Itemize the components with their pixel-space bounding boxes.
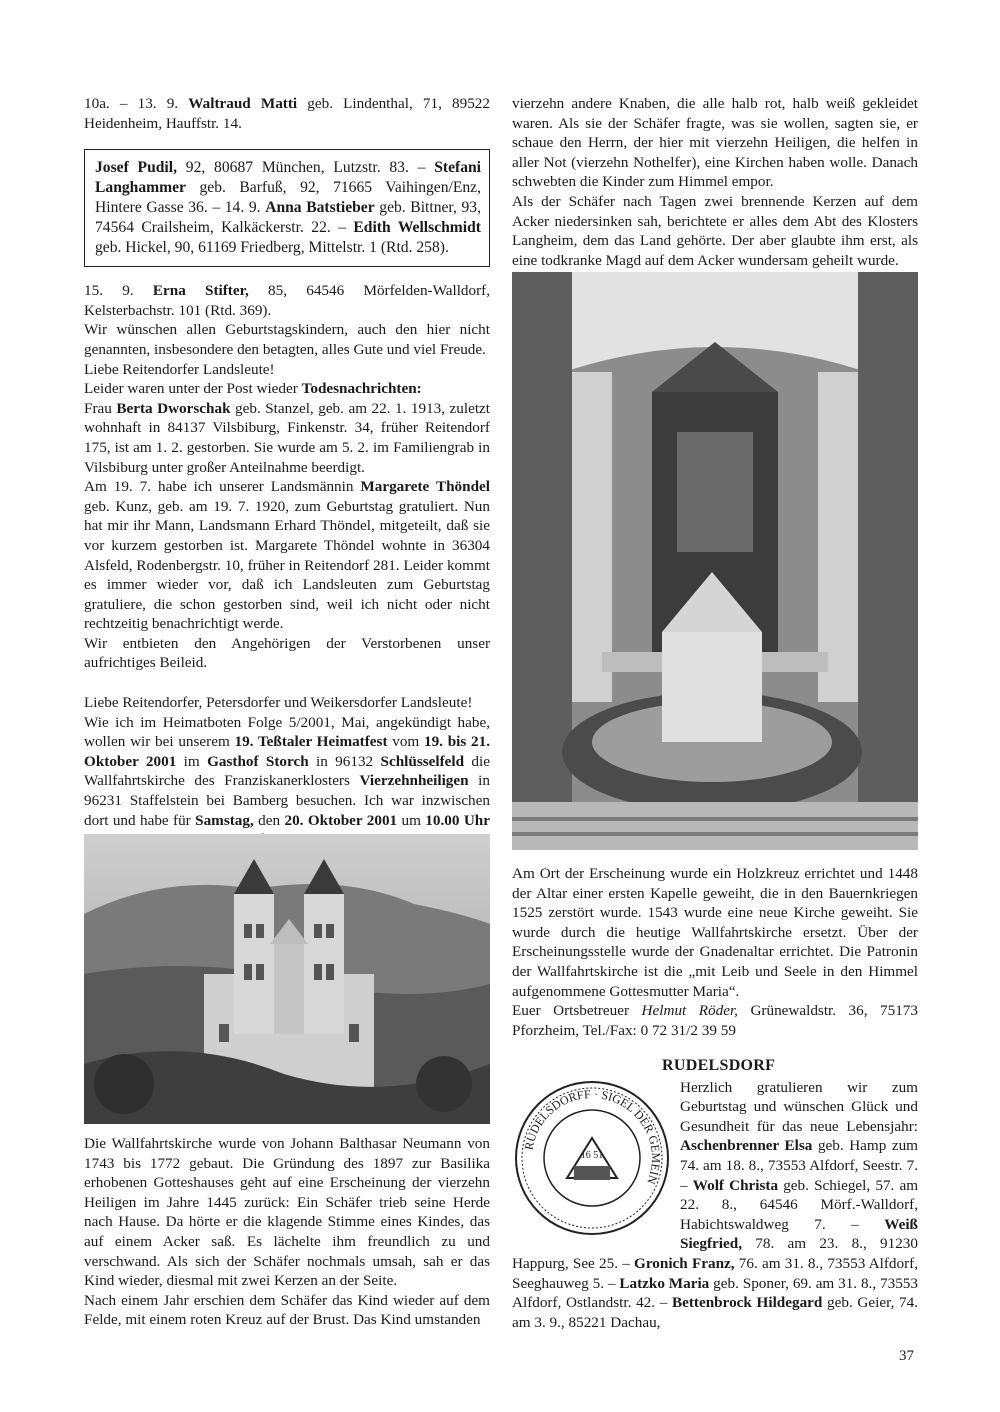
birthday-entry: 15. 9. Erna Stifter, 85, 64546 Mörfelden-Walldorf, Kelsterbachstr. 101 (Rtd. 369). xyxy=(84,282,491,319)
village-seal xyxy=(512,1078,672,1238)
birthday-box-text: Josef Pudil, 92, 80687 München, Lutzstr. 83. – Stefani Langhammer geb. Barfuß, 92, 71665 Vaihingen/Enz, Hintere Gasse 36. – 14. 9. Anna Batstieber geb. Bittner, 93, 74564 Crailsheim, Kalkäckerstr. 22. – Edith Wellschmidt geb. Hickel, 90, 61169 Friedberg, Mittelstr. 1 (Rtd. 258). xyxy=(95,159,482,257)
paragraph: Als der Schäfer nach Tagen zwei brennende Kerzen auf dem Acker niedersinken sah, berichtete er alles dem Abt des Klosters Langheim, dem das Land gehörte. Der aber glaubte ihm erst, als eine todkranke Magd auf dem Acker wundersam geheilt wurde. xyxy=(512,192,918,269)
event-announcement: Wie ich im Heimatboten Folge 5/2001, Mai, angekündigt habe, wollen wir bei unserem 19. Teßtaler Heimatfest vom 19. bis 21. Oktober 2001 im Gasthof Storch in 96132 Schlüsselfeld die Wallfahrtskirche des Franziskanerklosters Vierzehnheiligen in 96231 Staffelstein bei Bamberg besuchen. Ich war inzwischen dort und habe für Samstag, den 20. Oktober 2001 um 10.00 Uhr xyxy=(84,713,490,829)
right-column xyxy=(512,94,918,270)
birthday-entry: 10a. – 13. 9. Waltraud Matti geb. Lindenthal, 71, 89522 Heidenheim, Hauffstr. 14. xyxy=(84,95,490,132)
paragraph: Wir entbieten den Angehörigen der Verstorbenen unser aufrichtiges Beileid. xyxy=(84,634,490,672)
left-column-lower xyxy=(84,1134,490,1330)
page-number: 37 xyxy=(899,1348,914,1364)
rudelsdorf-birthdays: Herzlich gratulieren wir zum Geburtstag und wünschen Glück und Gesundheit für das neue Lebensjahr: Aschenbrenner Elsa geb. Hamp zum 74. am 18. 8., 73553 Alfdorf, Seestr. 7. – Wolf Christa geb. Schiegel, 57. am 22. 8., 64546 Mörf.-Walldorf, Habichtswaldweg 7. – Weiß Siegfried, 78. am 23. 8., 91230 Happurg, See 25. – Gronich Franz, 76. am 31. 8., 73553 Alfdorf, Seeghauweg 5. – Latzko Maria geb. Sponer, 69. am 31. 8., 73553 Alfdorf, Ostlandstr. 42. – Bettenbrock Hildegard geb. Geier, 74. am 3. 9., 85221 Dachau, xyxy=(512,1078,919,1331)
paragraph: Leider waren unter der Post wieder Todesnachrichten: xyxy=(84,380,422,398)
section-title: RUDELSDORF xyxy=(662,1057,776,1074)
seal-year: 16 51 xyxy=(580,1149,604,1161)
signature-line: Euer Ortsbetreuer Helmut Röder, Grünewaldstr. 36, 75173 Pforzheim, Tel./Fax: 0 72 31/2 39 59 xyxy=(512,1002,918,1039)
paragraph: Wir wünschen allen Geburtstagskindern, auch den hier nicht genannten, insbesondere den betagten, alles Gute und viel Freude. xyxy=(84,321,490,358)
church-interior-photo xyxy=(512,272,918,850)
church-exterior-photo xyxy=(84,834,490,1124)
obituary: Am 19. 7. habe ich unserer Landsmännin Margarete Thöndel geb. Kunz, geb. am 19. 7. 1920, zum Geburtstag gratuliert. Nun hat mir ihr Mann, Landsmann Erhard Thöndel, mitgeteilt, daß sie vor kurzem gestorben ist. Margarete Thöndel wohnte in 36304 Alsfeld, Rodenbergstr. 10, früher in Reitendorf 281. Leider kommt es immer wieder vor, daß ich Landsleuten zum Geburtstag gratuliere, die schon gestorben sind, weil ich nicht oder nicht rechtzeitig benachrichtigt werde. xyxy=(84,478,490,633)
paragraph: Nach einem Jahr erschien dem Schäfer das Kind wieder auf dem Felde, mit einem roten Kreuz auf der Brust. Das Kind umstanden xyxy=(84,1291,490,1329)
paragraph: vierzehn andere Knaben, die alle halb rot, halb weiß gekleidet waren. Als sie der Schäfer fragte, was sie wollen, sagten sie, er schaue den Herrn, der hier mit vierzehn Heiligen, die helfen in aller Not (vierzehn Nothelfer), eine Kirchen haben wolle. Danach schwebten die Kinder zum Himmel empor. xyxy=(512,95,918,191)
greeting: Liebe Reitendorfer Landsleute! xyxy=(84,360,275,378)
rudelsdorf-section xyxy=(512,1056,918,1332)
left-column xyxy=(84,94,490,889)
obituary: Frau Berta Dworschak geb. Stanzel, geb. am 22. 1. 1913, zuletzt wohnhaft in 84137 Vilsbiburg, Finkenstr. 34, früher Reitendorf 175, ist am 1. 2. gestorben. Sie wurde am 5. 2. im Familiengrab in Vilsbiburg unter großer Anteilnahme beerdigt. xyxy=(84,399,491,476)
birthday-box xyxy=(84,149,490,267)
greeting: Liebe Reitendorfer, Petersdorfer und Weikersdorfer Landsleute! xyxy=(84,694,473,712)
paragraph: Die Wallfahrtskirche wurde von Johann Balthasar Neumann von 1743 bis 1772 gebaut. Die Gründung des 1897 zur Basilika erhobenen Gotteshauses geht auf eine Erscheinung der vierzehn Heiligen im Jahre 1445 zurück: Ein Schäfer trieb seine Herde nach Hause. Da hörte er die klagende Stimme eines Kindes, das auf einem Acker saß. Es lächelte ihm freundlich zu und verschwand. Als sich der Schäfer nochmals umsah, sah er das Kind wieder, diesmal mit zwei Kerzen an der Seite. xyxy=(84,1135,490,1290)
seal-ring-text: RUDELSDORFF · SIGEL DER GEMEIN xyxy=(521,1086,664,1186)
paragraph: Am Ort der Erscheinung wurde ein Holzkreuz errichtet und 1448 der Altar einer ersten Kapelle geweiht, die in den Bauernkriegen 1525 zerstört wurde. 1543 wurde eine neue Kirche geweiht. Sie wurde durch die heutige Wallfahrtskirche ersetzt. Über der Erscheinungsstelle wurde der Gnadenaltar errichtet. Die Patronin der Wallfahrtskirche ist die „mit Leib und Seele in den Himmel aufgenommene Gottesmutter Maria“. xyxy=(512,865,918,1000)
right-column-middle xyxy=(512,864,918,1040)
